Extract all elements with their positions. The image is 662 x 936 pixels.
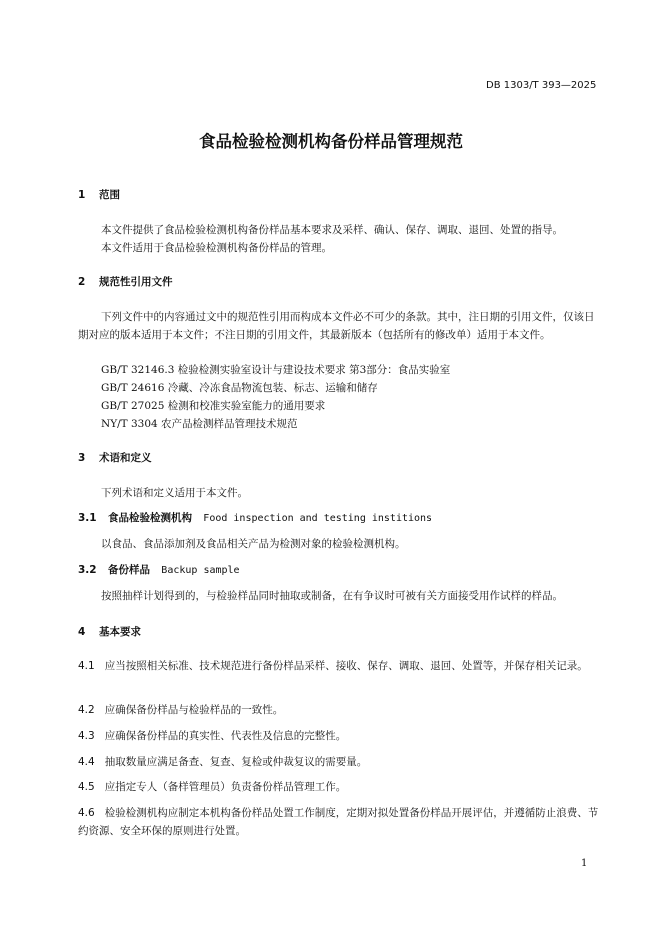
section-title: 基本要求 [98, 626, 141, 638]
section-3-heading [78, 450, 151, 465]
section-4-heading [78, 624, 141, 639]
term-definition: 按照抽样计划得到的，与检验样品同时抽取或制备，在有争议时可被有关方面接受用作试样的样品。 [101, 590, 563, 602]
requirement-text: 抽取数量应满足备查、复查、复检或仲裁复议的需要量。 [104, 756, 368, 768]
section-title: 术语和定义 [98, 452, 152, 464]
requirement-item [78, 778, 346, 796]
requirement-item [78, 657, 602, 675]
requirement-item [78, 701, 283, 719]
reference-item: NY/T 3304 农产品检测样品管理技术规范 [101, 418, 298, 430]
paragraph: 本文件适用于食品检验检测机构备份样品的管理。 [101, 242, 332, 254]
section-title: 规范性引用文件 [98, 276, 173, 288]
section-number: 2 [78, 276, 86, 288]
term-3-2-heading [78, 562, 240, 577]
reference-item: GB/T 24616 冷藏、冷冻食品物流包装、标志、运输和储存 [101, 382, 378, 394]
term-english: Backup sample [161, 565, 240, 576]
requirement-number: 4.3 [78, 730, 95, 742]
requirement-number: 4.4 [78, 756, 95, 768]
term-name: 食品检验检测机构 [107, 512, 192, 524]
term-english: Food inspection and testing institions [203, 513, 433, 524]
term-name: 备份样品 [107, 564, 150, 576]
section-number: 4 [78, 626, 86, 638]
paragraph: 下列文件中的内容通过文中的规范性引用而构成本文件必不可少的条款。其中，注日期的引用文件，仅该日期对应的版本适用于本文件；不注日期的引用文件，其最新版本（包括所有的修改单）适用于本文件。 [78, 311, 595, 341]
term-definition: 以食品、食品添加剂及食品相关产品为检测对象的检验检测机构。 [101, 538, 406, 550]
term-number: 3.1 [78, 512, 97, 524]
requirement-text: 应确保备份样品的真实性、代表性及信息的完整性。 [104, 730, 347, 742]
requirement-item [78, 753, 367, 771]
paragraph: 本文件提供了食品检验检测机构备份样品基本要求及采样、确认、保存、调取、退回、处置的指导。 [101, 224, 563, 236]
section-2-heading [78, 274, 172, 289]
requirement-text: 检验检测机构应制定本机构备份样品处置工作制度，定期对拟处置备份样品开展评估，并遵循防止浪费、节约资源、安全环保的原则进行处置。 [78, 807, 599, 837]
section-number: 3 [78, 452, 86, 464]
requirement-text: 应指定专人（备样管理员）负责备份样品管理工作。 [104, 781, 347, 793]
reference-item: GB/T 32146.3 检验检测实验室设计与建设技术要求 第3部分：食品实验室 [101, 364, 451, 376]
requirement-item [78, 804, 602, 840]
reference-item: GB/T 27025 检测和校准实验室能力的通用要求 [101, 400, 326, 412]
section-number: 1 [78, 189, 86, 201]
requirement-number: 4.1 [78, 660, 95, 672]
section-title: 范围 [98, 189, 120, 201]
requirement-text: 应当按照相关标准、技术规范进行备份样品采样、接收、保存、调取、退回、处置等，并保存相关记录。 [104, 660, 588, 672]
requirement-item [78, 727, 346, 745]
requirement-number: 4.5 [78, 781, 95, 793]
requirement-text: 应确保备份样品与检验样品的一致性。 [104, 704, 284, 716]
page-number: 1 [581, 858, 588, 869]
requirement-number: 4.2 [78, 704, 95, 716]
term-3-1-heading [78, 510, 432, 525]
document-title: 食品检验检测机构备份样品管理规范 [199, 132, 463, 151]
paragraph: 下列术语和定义适用于本文件。 [101, 487, 248, 499]
term-number: 3.2 [78, 564, 97, 576]
document-number: DB 1303/T 393—2025 [486, 80, 597, 91]
requirement-number: 4.6 [78, 807, 95, 819]
section-1-heading [78, 187, 120, 202]
